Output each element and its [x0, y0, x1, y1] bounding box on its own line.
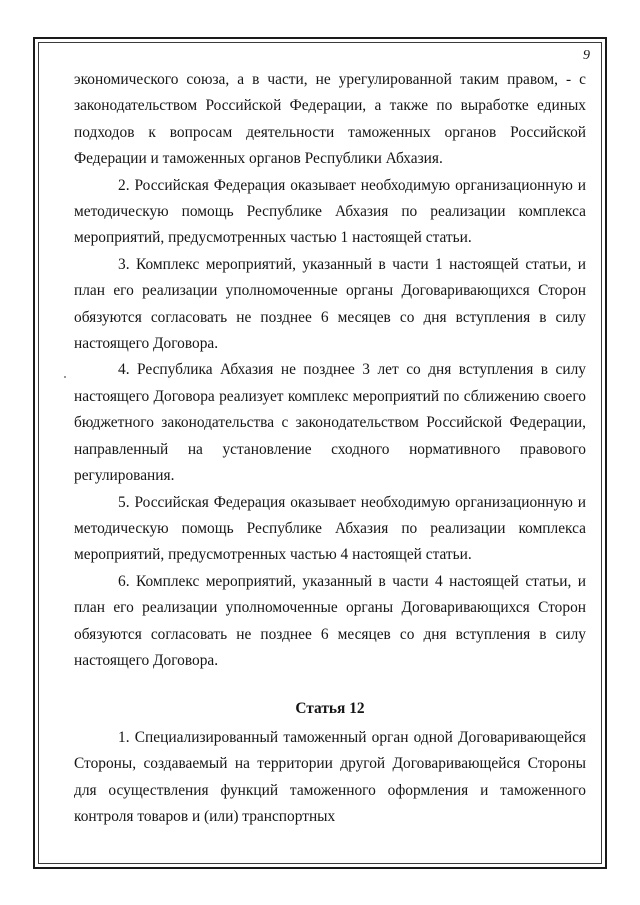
paragraph: 2. Российская Федерация оказывает необходимую организационную и методическую помощь Республике Абхазия по реализации комплекса мероприятий, предусмотренных частью 1 настоящей статьи.	[74, 176, 586, 247]
article-heading: Статья 12	[295, 700, 365, 718]
paragraph: 4. Республика Абхазия не позднее 3 лет со дня вступления в силу настоящего Договора реализует комплекс мероприятий по сближению своего бюджетного законодательства с законодательством Российской Федерации, направленный на установление сходного нормативного правового регулирования.	[74, 361, 586, 485]
paragraph: 5. Российская Федерация оказывает необходимую организационную и методическую помощь Республике Абхазия по реализации комплекса мероприятий, предусмотренных частью 4 настоящей статьи.	[74, 493, 586, 564]
page-number: 9	[583, 48, 590, 63]
paragraph: 6. Комплекс мероприятий, указанный в части 4 настоящей статьи, и план его реализации уполномоченные органы Договаривающихся Сторон обязуются согласовать не позднее 6 месяцев со дня вступления в силу настоящего Договора.	[74, 572, 586, 669]
paragraph: 3. Комплекс мероприятий, указанный в части 1 настоящей статьи, и план его реализации уполномоченные органы Договаривающихся Сторон обязуются согласовать не позднее 6 месяцев со дня вступления в силу настоящего Договора.	[74, 255, 586, 353]
paragraph: экономического союза, а в части, не урегулированной таким правом, - с законодательством Российской Федерации, а также по выработке единых подходов к вопросам деятельности таможенных органов Российской Федерации и таможенных органов Республики Абхазия.	[74, 71, 586, 168]
scan-speck	[64, 376, 66, 378]
document-body	[74, 67, 586, 830]
paragraph: 1. Специализированный таможенный орган одной Договаривающейся Стороны, создаваемый на территории другой Договаривающейся Стороны для осуществления функций таможенного оформления и таможенного контроля товаров и (или) транспортных	[74, 728, 586, 825]
